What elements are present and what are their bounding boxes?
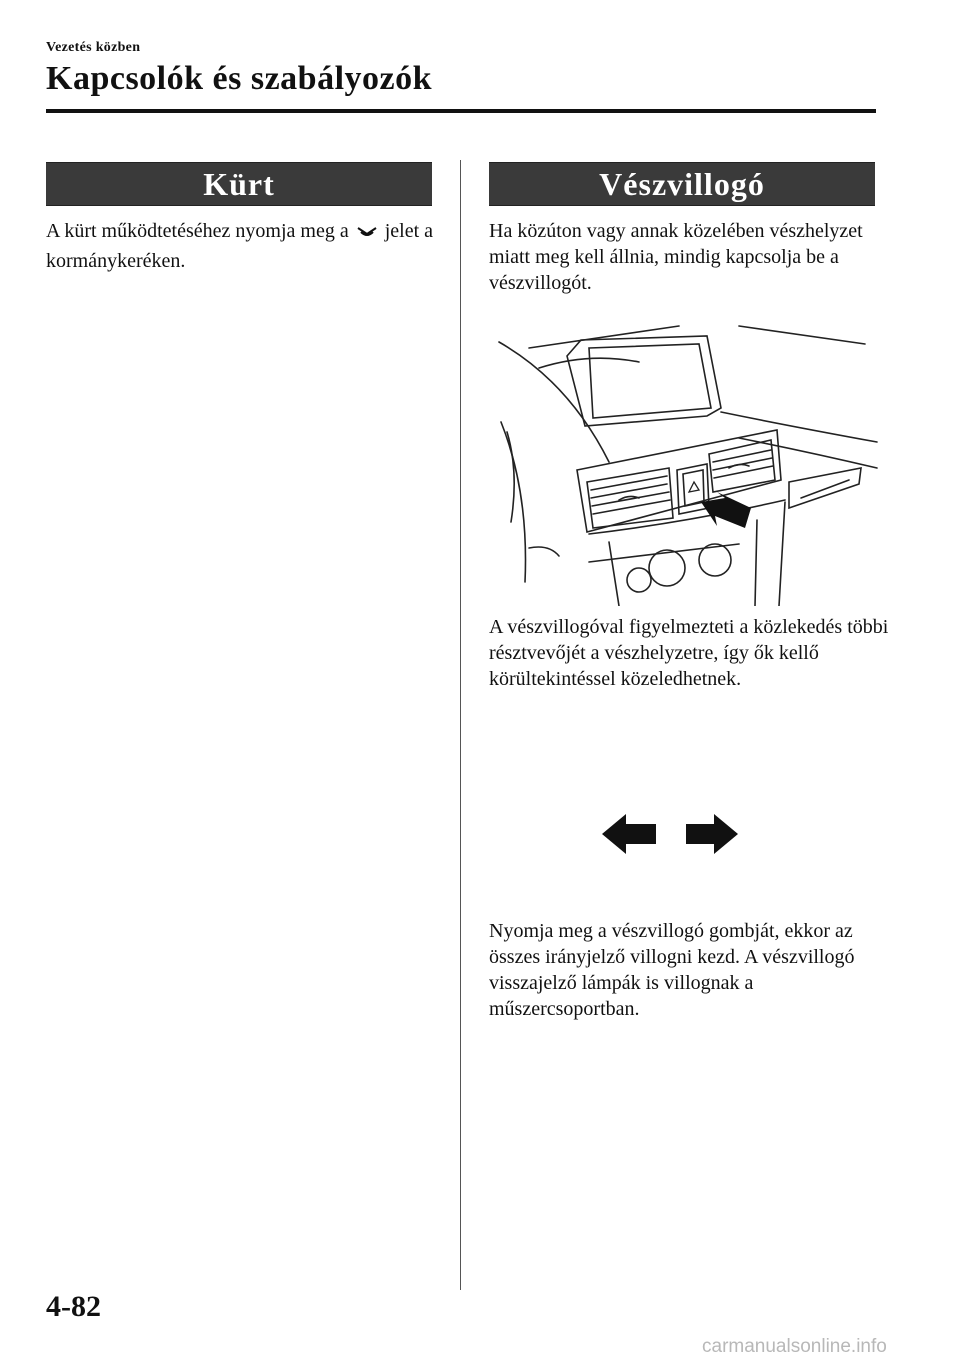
veszvillogo-warning-text: A vészvillogóval figyelmezteti a közlekedés többi résztvevőjét a vészhelyzetre, így ők kellő körültekintéssel közeledhetnek.	[489, 616, 889, 690]
kurt-text-after: jelet a kormánykeréken.	[46, 220, 434, 272]
veszvillogo-press-text: Nyomja meg a vészvillogó gombját, ekkor az összes irányjelző villogni kezd. A vészvillogó visszajelző lámpák is villognak a műszercsoportban.	[489, 920, 855, 1020]
section-label: Vezetés közben	[46, 40, 141, 55]
veszvillogo-heading: Vészvillogó	[489, 162, 875, 206]
horn-icon	[356, 222, 378, 248]
veszvillogo-intro: Ha közúton vagy annak közelében vészhelyzet miatt meg kell állnia, mindig kapcsolja be a vészvillogót.	[489, 220, 863, 294]
column-divider	[460, 160, 461, 1290]
kurt-heading: Kürt	[46, 162, 432, 206]
kurt-text-before: A kürt működtetéséhez nyomja meg a	[46, 220, 349, 242]
chapter-rule	[46, 109, 876, 113]
kurt-paragraph	[46, 218, 436, 274]
page-number: 4-82	[46, 1290, 101, 1323]
turn-signal-arrows-icon	[600, 812, 740, 856]
watermark: carmanualsonline.info	[702, 1336, 887, 1357]
hazard-button-dashboard-illustration	[489, 322, 881, 606]
chapter-title: Kapcsolók és szabályozók	[46, 60, 433, 97]
